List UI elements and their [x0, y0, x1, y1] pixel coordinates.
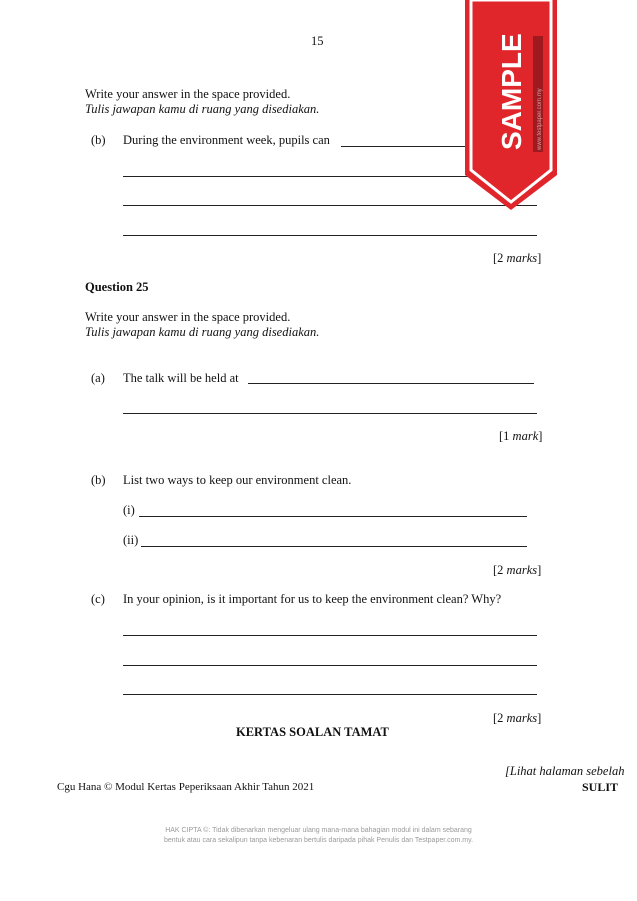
question-prompt: During the environment week, pupils can: [123, 133, 330, 147]
credit-footer: Cgu Hana © Modul Kertas Peperiksaan Akhir Tahun 2021: [57, 781, 315, 793]
answer-line[interactable]: [139, 516, 527, 517]
instruction-malay: Tulis jawapan kamu di ruang yang disediakan.: [85, 325, 320, 339]
sub-label-ii: (ii): [123, 533, 139, 547]
answer-line[interactable]: [341, 146, 466, 147]
marks-label: [1 mark]: [499, 429, 543, 443]
question-label-b: (b): [91, 133, 106, 147]
instruction-english: Write your answer in the space provided.: [85, 310, 291, 324]
marks-label: [2 marks]: [493, 251, 542, 265]
badge-subtext: www.testpaper.com.my: [537, 88, 543, 150]
answer-line[interactable]: [141, 546, 527, 547]
copyright-line: bentuk atau cara sekalipun tanpa kebenaran bertulis daripada pihak Penulis dan Testpaper.com.my.: [163, 837, 474, 844]
question-prompt: The talk will be held at: [123, 371, 239, 385]
question-heading: Question 25: [85, 280, 149, 294]
copyright-line: HAK CIPTA ©: Tidak dibenarkan mengeluar ulang mana-mana bahagian modul ini dalam sebarang: [165, 827, 472, 834]
answer-line[interactable]: [248, 383, 534, 384]
marks-label: [2 marks]: [493, 563, 542, 577]
answer-line[interactable]: [123, 665, 537, 666]
instruction-english: Write your answer in the space provided.: [85, 87, 291, 101]
answer-line[interactable]: [123, 176, 468, 177]
badge-text: SAMPLE: [496, 33, 527, 150]
question-label-b: (b): [91, 473, 106, 487]
question-prompt: In your opinion, is it important for us to keep the environment clean? Why?: [123, 592, 502, 606]
next-page-note: [Lihat halaman sebelah: [505, 764, 625, 778]
answer-line[interactable]: [123, 635, 537, 636]
answer-line[interactable]: [123, 235, 537, 236]
answer-line[interactable]: [123, 694, 537, 695]
sample-watermark-badge: [463, 0, 559, 210]
confidential-label: SULIT: [582, 780, 619, 794]
instruction-malay: Tulis jawapan kamu di ruang yang disediakan.: [85, 102, 320, 116]
end-of-paper-text: KERTAS SOALAN TAMAT: [236, 725, 389, 739]
page-number: 15: [311, 34, 324, 48]
sub-label-i: (i): [123, 503, 135, 517]
question-label-a: (a): [91, 371, 105, 385]
marks-label: [2 marks]: [493, 711, 542, 725]
question-prompt: List two ways to keep our environment clean.: [123, 473, 352, 487]
answer-line[interactable]: [123, 413, 537, 414]
question-label-c: (c): [91, 592, 105, 606]
